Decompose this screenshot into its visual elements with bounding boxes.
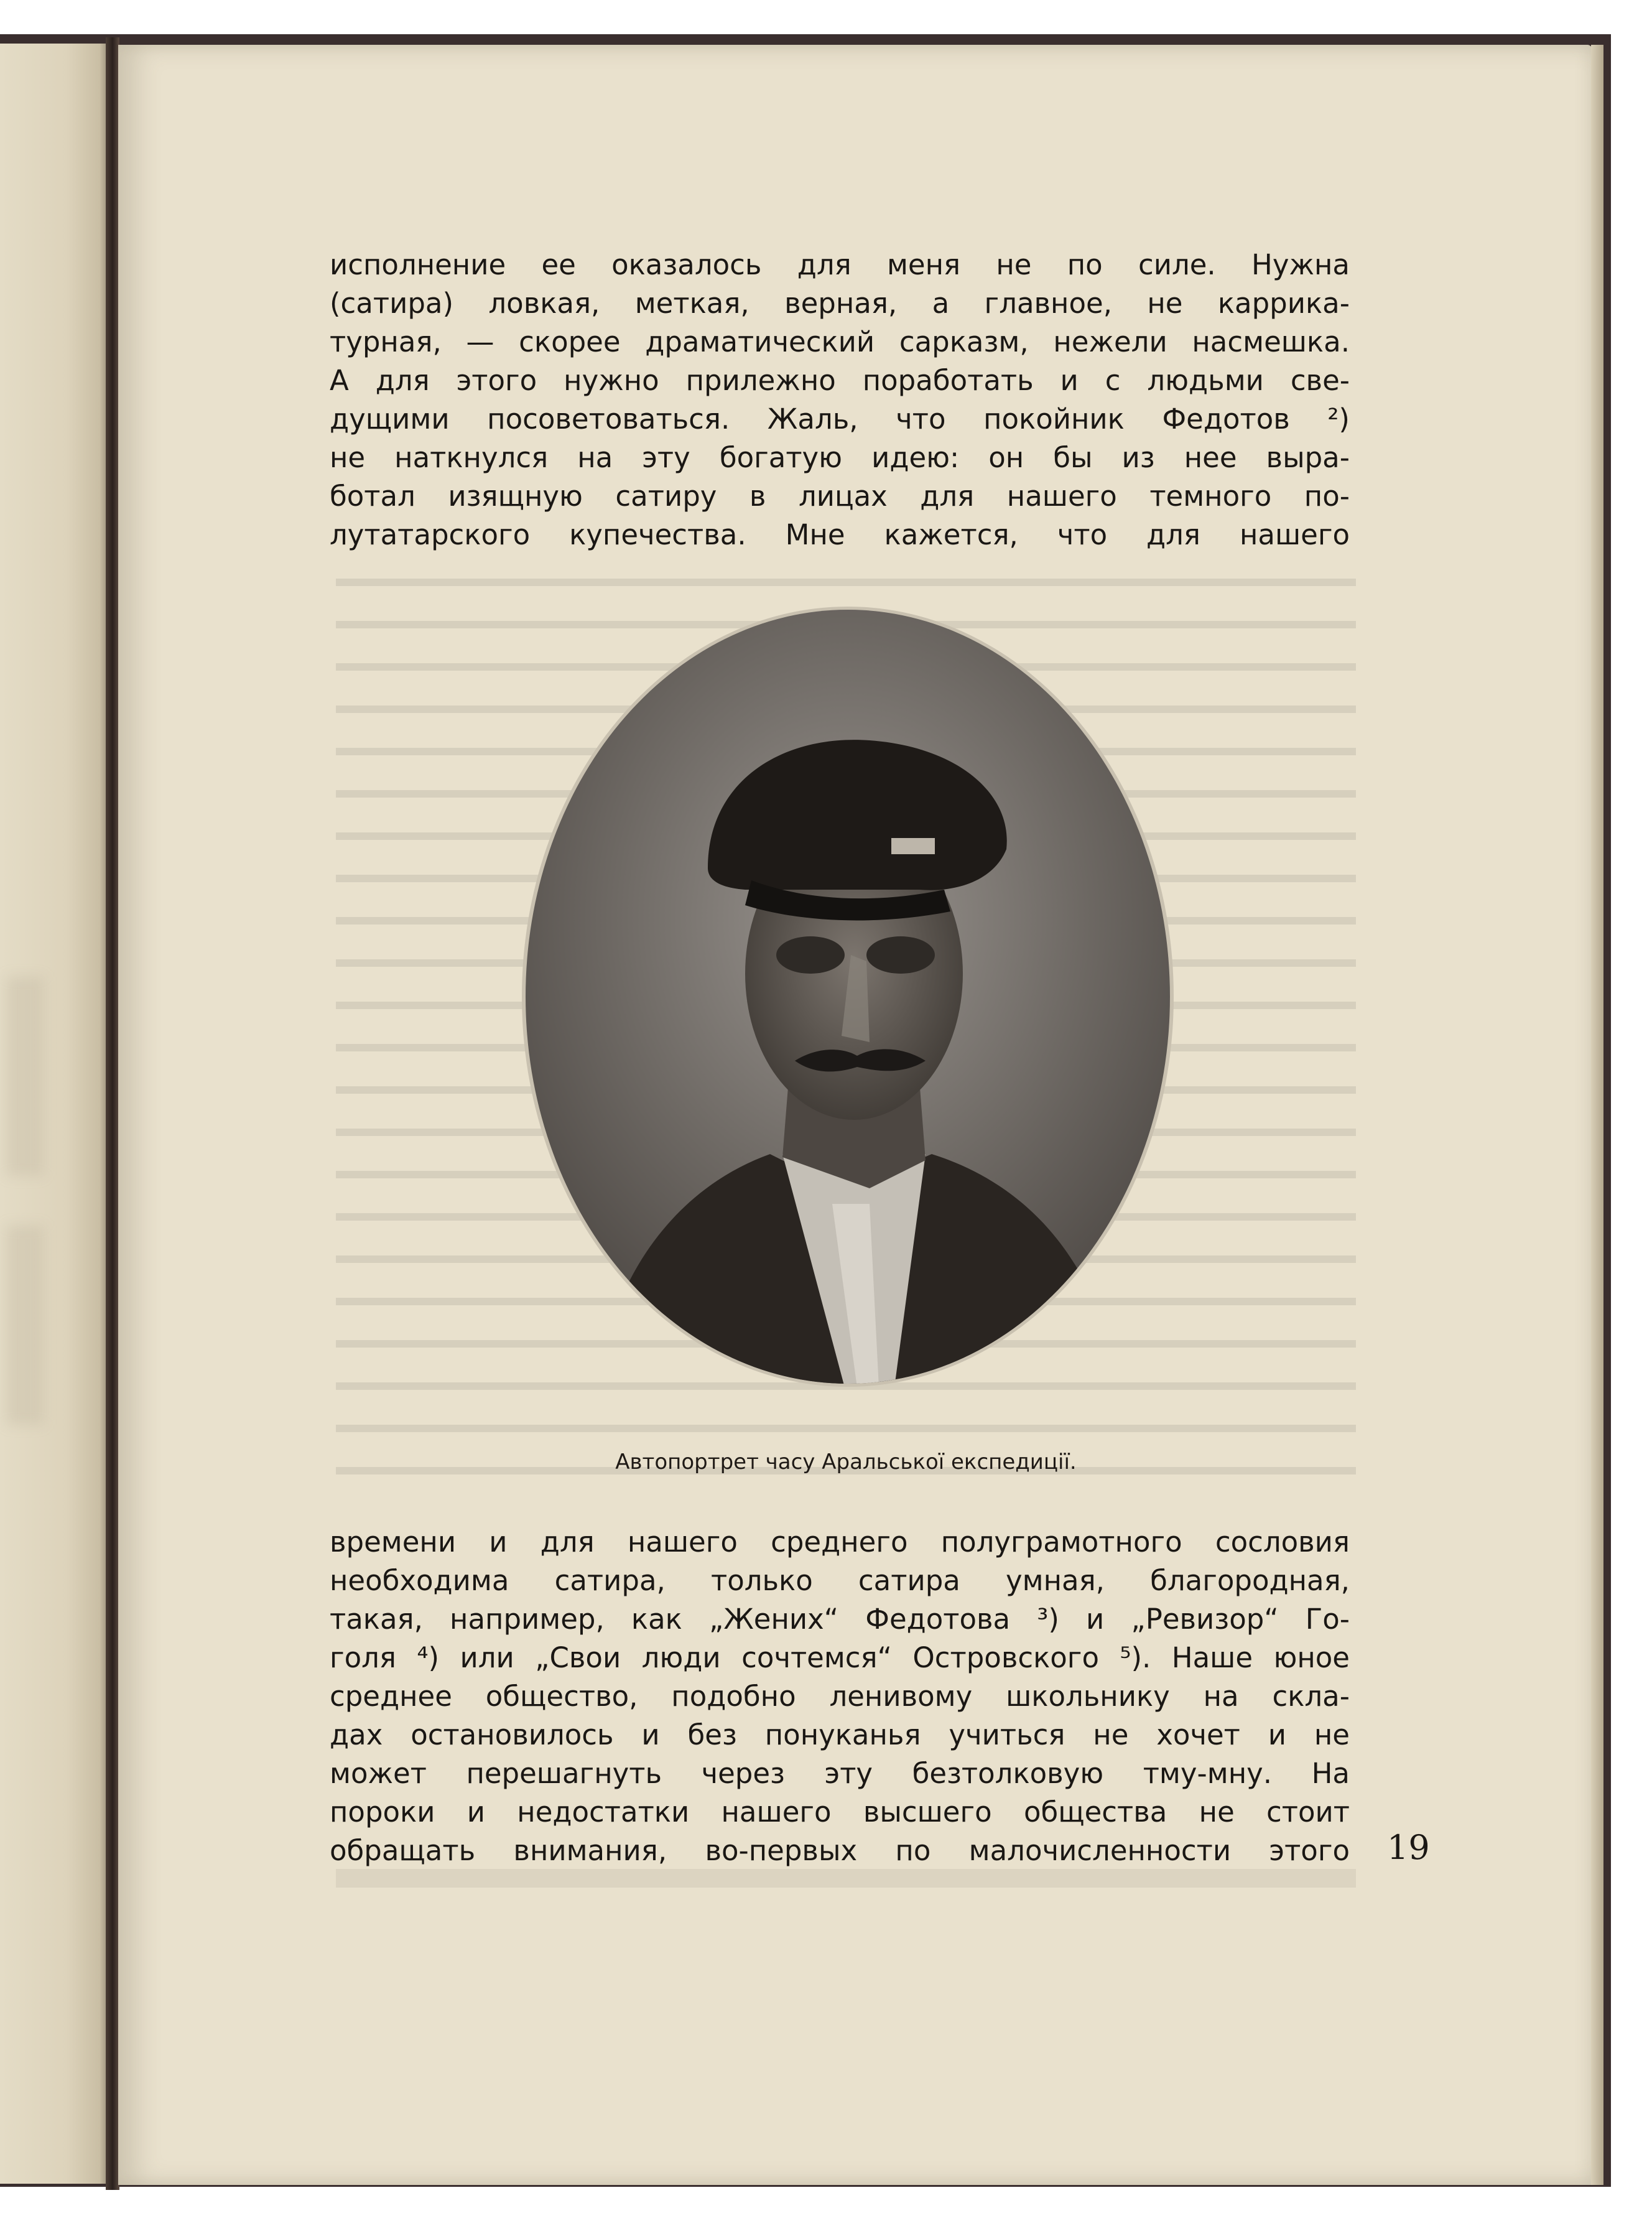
text-line: турная, — скорее драматический сарказм, нежели насмешка. (330, 325, 1350, 358)
text-line: не наткнулся на эту богатую идею: он бы из нее выра- (330, 441, 1350, 474)
bottom-paragraph (330, 1523, 1350, 1870)
book-spine (106, 37, 119, 2190)
page-edge (1591, 45, 1603, 2185)
text-line: пороки и недостатки нашего высшего общества не стоит (330, 1796, 1350, 1828)
text-line: дущими посоветоваться. Жаль, что покойник Федотов ²) (330, 403, 1350, 435)
text-line: может перешагнуть через эту безтолковую тму-мну. На (330, 1757, 1350, 1790)
text-line: дах остановилось и без понуканья учиться не хочет и не (330, 1718, 1350, 1751)
left-page-bleed-through (6, 977, 44, 1176)
text-line: среднее общество, подобно ленивому школьнику на скла- (330, 1680, 1350, 1713)
text-line: времени и для нашего среднего полуграмотного сословия (330, 1525, 1350, 1558)
cap-badge (891, 838, 935, 854)
left-eye (776, 936, 845, 974)
photo-caption: Автопортрет часу Аральської експедиції. (615, 1450, 1077, 1474)
text-line: А для этого нужно прилежно поработать и с людьми све- (330, 364, 1350, 397)
cut-off-next-line (336, 1869, 1356, 1888)
text-line: исполнение ее оказалось для меня не по силе. Нужна (330, 248, 1350, 281)
left-page-margin (0, 44, 111, 2184)
text-line: лутатарского купечества. Мне кажется, что для нашего (330, 518, 1350, 551)
self-portrait-photo (521, 607, 1174, 1387)
right-eye (866, 936, 935, 974)
text-line: голя ⁴) или „Свои люди сочтемся“ Островского ⁵). Наше юное (330, 1641, 1350, 1674)
text-line: обращать внимания, во-первых по малочисленности этого (330, 1834, 1350, 1867)
page-number: 19 (1387, 1828, 1430, 1867)
text-line: такая, например, как „Жених“ Федотова ³) и „Ревизор“ Го- (330, 1603, 1350, 1636)
text-line: (сатира) ловкая, меткая, верная, а главное, не каррика- (330, 287, 1350, 320)
text-line: ботал изящную сатиру в лицах для нашего темного по- (330, 480, 1350, 513)
text-line: необходима сатира, только сатира умная, благородная, (330, 1564, 1350, 1597)
top-paragraph (330, 246, 1350, 554)
left-page-bleed-through (6, 1226, 44, 1425)
